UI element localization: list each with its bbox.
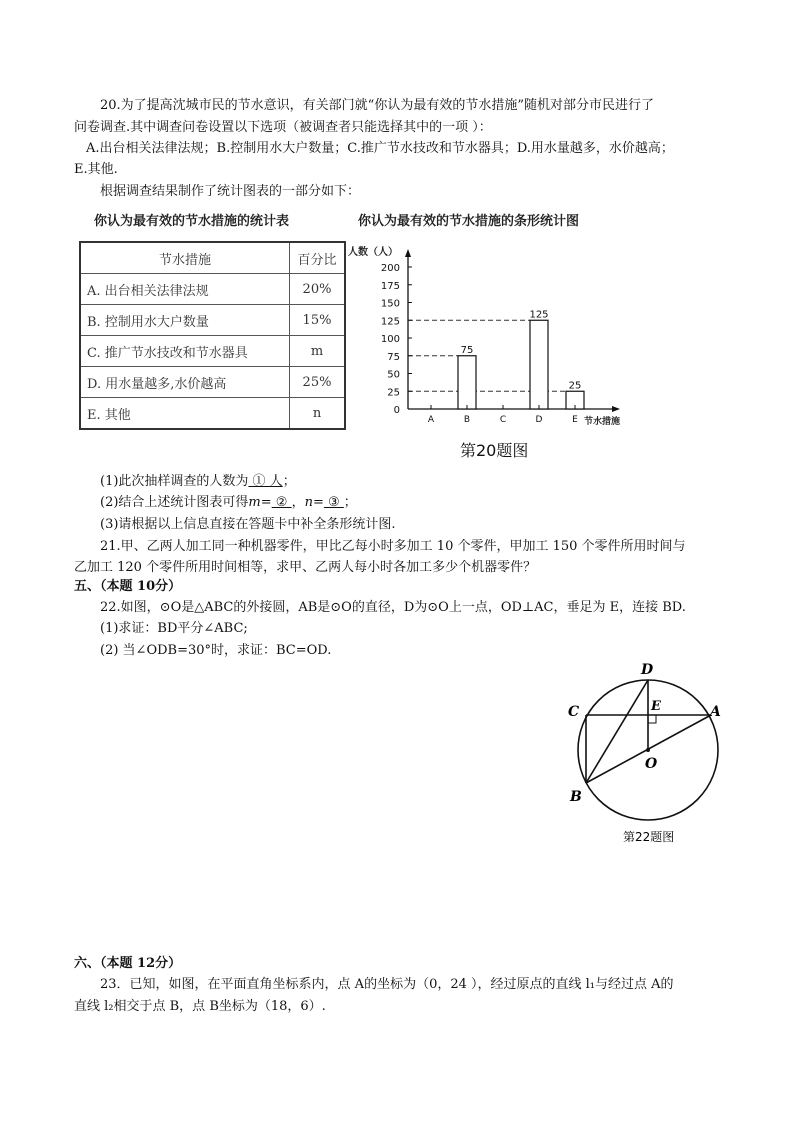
sub2-m: m= — [248, 495, 272, 510]
section-6-heading: 六、（本题 12分） — [74, 956, 182, 971]
sub1-blank: ① 人 — [248, 474, 283, 489]
table-cell-percent: m — [290, 336, 346, 367]
q20-option-e: E.其他. — [74, 162, 118, 177]
table-cell-measure: D. 用水量越多,水价越高 — [80, 367, 290, 398]
table-header-row — [80, 242, 345, 274]
bar-value-label: 125 — [529, 309, 549, 321]
label-c: C — [568, 704, 580, 720]
table-row — [80, 367, 345, 398]
table-title: 你认为最有效的节水措施的统计表 — [94, 214, 290, 229]
y-axis-arrow — [405, 249, 411, 257]
x-tick-label: C — [499, 415, 507, 425]
x-tick-label: A — [427, 415, 435, 425]
y-tick-label: 175 — [380, 280, 400, 292]
q22-line1: 22.如图，⊙O是△ABC的外接圆，AB是⊙O的直径，D为⊙O上一点，OD⊥AC，垂足为 E，连接 BD. — [100, 600, 686, 615]
q20-sub2 — [100, 494, 357, 512]
sub2-n: n= — [304, 495, 324, 510]
q21-line2: 乙加工 120 个零件所用时间相等，求甲、乙两人每小时各加工多少个机器零件？ — [74, 560, 537, 575]
y-tick-label: 150 — [380, 298, 400, 310]
right-angle-mark — [648, 715, 656, 723]
table-row — [80, 398, 345, 430]
q23-line2: 直线 l₂相交于点 B，点 B坐标为（18，6）. — [74, 999, 326, 1014]
label-a: A — [710, 704, 721, 720]
label-d: D — [641, 662, 654, 678]
y-axis-label: 人数（人） — [348, 247, 398, 258]
y-tick-label: 100 — [380, 334, 400, 345]
q20-line1: 20.为了提高沈城市民的节水意识，有关部门就“你认为最有效的节水措施”随机对部分市民进行了 — [100, 98, 654, 113]
segment-bd — [586, 680, 648, 783]
y-tick-label: 25 — [387, 387, 400, 399]
sub1-end: ； — [282, 474, 296, 489]
table-row — [80, 305, 345, 336]
q20-sub1 — [100, 473, 296, 491]
bar-chart — [340, 238, 640, 434]
stats-table — [79, 241, 346, 430]
circle-figure — [560, 655, 740, 855]
q21-line1: 21.甲、乙两人加工同一种机器零件，甲比乙每小时多加工 10 个零件，甲加工 150 个零件所用时间与 — [100, 539, 686, 554]
table-row — [80, 274, 345, 305]
sub2-blank3: ③ — [323, 495, 344, 510]
fig20-caption: 第20题图 — [460, 441, 529, 460]
y-tick-label: 0 — [393, 405, 400, 416]
section-5-heading: 五、（本题 10分） — [74, 579, 182, 594]
q20-options-line: A.出台相关法律法规；B.控制用水大户数量；C.推广节水技改和节水器具；D.用水量越多，水价越高； — [86, 141, 674, 156]
table-header-measure: 节水措施 — [80, 242, 290, 274]
table-cell-percent: 25% — [290, 367, 346, 398]
label-b: B — [570, 789, 582, 805]
chart-title: 你认为最有效的节水措施的条形统计图 — [358, 214, 580, 229]
table-cell-percent: 20% — [290, 274, 346, 305]
sub2-text: (2)结合上述统计图表可得 — [100, 495, 249, 510]
x-axis-label: 节水措施 — [584, 417, 621, 427]
sub1-text: (1)此次抽样调查的人数为 — [100, 474, 249, 489]
bar-value-label: 75 — [460, 344, 474, 356]
table-cell-measure: B. 控制用水大户数量 — [80, 305, 290, 336]
x-tick-label: D — [535, 415, 543, 425]
table-cell-percent: n — [290, 398, 346, 430]
sub2-end: ； — [343, 495, 357, 510]
sub2-comma: ， — [291, 495, 305, 510]
sub2-blank2: ② — [271, 495, 292, 510]
q22-sub1: (1)求证：BD平分∠ABC; — [100, 621, 248, 636]
bar — [530, 320, 548, 409]
x-tick-label: E — [572, 415, 578, 425]
y-tick-label: 75 — [387, 351, 400, 363]
table-row — [80, 336, 345, 367]
table-header-percent: 百分比 — [290, 242, 346, 274]
x-tick-label: B — [463, 415, 471, 425]
y-tick-label: 200 — [380, 263, 400, 274]
table-cell-percent: 15% — [290, 305, 346, 336]
q20-intro: 根据调查结果制作了统计图表的一部分如下： — [100, 184, 361, 199]
label-e: E — [651, 699, 661, 714]
q20-line2: 问卷调查.其中调查问卷设置以下选项（被调查者只能选择其中的一项 ）： — [74, 120, 492, 135]
table-cell-measure: E. 其他 — [80, 398, 290, 430]
x-axis-arrow — [612, 406, 620, 412]
q20-sub3: (3)请根据以上信息直接在答题卡中补全条形统计图. — [100, 517, 396, 532]
table-cell-measure: A. 出台相关法律法规 — [80, 274, 290, 305]
fig22-caption: 第22题图 — [623, 830, 675, 844]
q22-sub2: (2) 当∠ODB=30°时，求证：BC=OD. — [100, 643, 332, 658]
bar — [458, 356, 476, 409]
q23-line1: 23．已知，如图，在平面直角坐标系内，点 A的坐标为（0，24 ），经过原点的直线 l₁与经过点 A的 — [100, 977, 674, 992]
center-point — [646, 748, 650, 752]
table-cell-measure: C. 推广节水技改和节水器具 — [80, 336, 290, 367]
y-tick-label: 125 — [380, 316, 400, 328]
y-tick-label: 50 — [387, 369, 400, 381]
bar-value-label: 25 — [568, 380, 582, 392]
label-o: O — [645, 756, 658, 772]
